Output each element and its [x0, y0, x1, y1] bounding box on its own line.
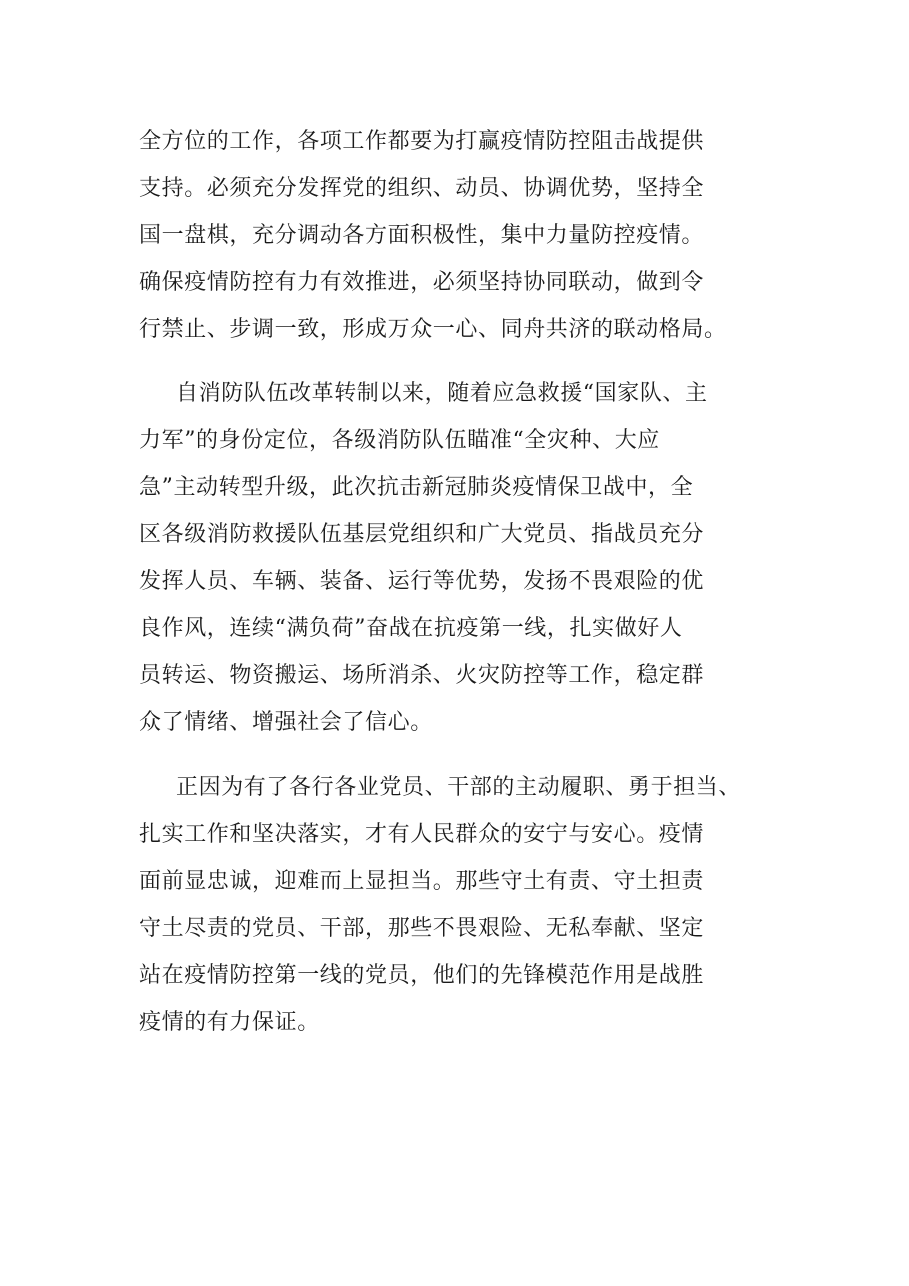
paragraph-line: 行禁止、步调一致，形成万众一心、同舟共济的联动格局。 [139, 317, 727, 342]
paragraph-line: 支持。必须充分发挥党的组织、动员、协调优势，坚持全 [139, 176, 705, 201]
paragraph-3 [139, 764, 799, 1046]
paragraph-line: 面前显忠诚，迎难而上显担当。那些守土有责、守土担责 [139, 869, 705, 894]
paragraph-line: 全方位的工作，各项工作都要为打赢疫情防控阻击战提供 [139, 129, 705, 154]
paragraph-line: 扎实工作和坚决落实，才有人民群众的安宁与安心。疫情 [139, 822, 705, 847]
paragraph-line: 发挥人员、车辆、装备、运行等优势，发扬不畏艰险的优 [139, 569, 705, 594]
paragraph-line: 力军”的身份定位，各级消防队伍瞄准“全灾种、大应 [139, 428, 660, 453]
paragraph-line: 疫情的有力保证。 [139, 1010, 320, 1035]
paragraph-2 [139, 370, 799, 746]
paragraph-line: 国一盘棋，充分调动各方面积极性，集中力量防控疫情。 [139, 223, 705, 248]
paragraph-first-line: 自消防队伍改革转制以来，随着应急救援“国家队、主 [176, 381, 708, 406]
paragraph-1 [139, 118, 799, 353]
paragraph-first-line: 正因为有了各行各业党员、干部的主动履职、勇于担当、 [176, 775, 742, 800]
paragraph-line: 区各级消防救援队伍基层党组织和广大党员、指战员充分 [139, 522, 705, 547]
paragraph-line: 守土尽责的党员、干部，那些不畏艰险、无私奉献、坚定 [139, 916, 705, 941]
paragraph-line: 良作风，连续“满负荷”奋战在抗疫第一线，扎实做好人 [139, 616, 683, 641]
paragraph-line: 确保疫情防控有力有效推进，必须坚持协同联动，做到令 [139, 270, 705, 295]
paragraph-line: 急”主动转型升级，此次抗击新冠肺炎疫情保卫战中，全 [139, 475, 694, 500]
paragraph-line: 站在疫情防控第一线的党员，他们的先锋模范作用是战胜 [139, 963, 705, 988]
paragraph-line: 众了情绪、增强社会了信心。 [139, 710, 433, 735]
paragraph-line: 员转运、物资搬运、场所消杀、火灾防控等工作，稳定群 [139, 663, 705, 688]
